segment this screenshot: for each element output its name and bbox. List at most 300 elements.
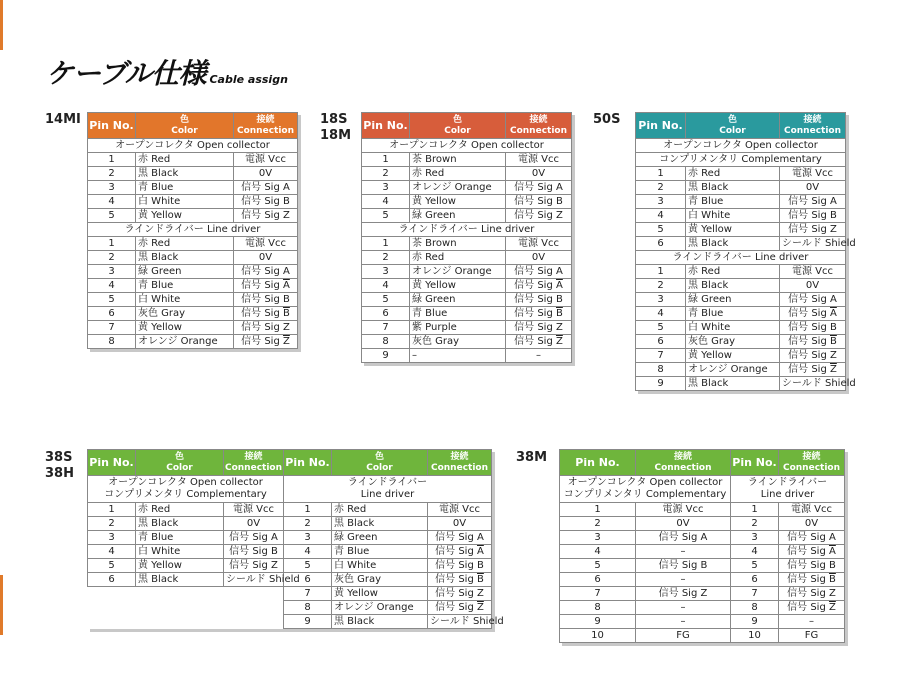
- color-cell: 黄 Yellow: [136, 559, 224, 573]
- connection-cell: 信号 Sig $\overline{B}$: [780, 335, 846, 349]
- color-cell: 青 Blue: [136, 279, 234, 293]
- section-line-driver-en: Line driver: [760, 489, 815, 500]
- color-cell: –: [410, 349, 506, 363]
- connection-cell: –: [636, 601, 731, 615]
- connection-cell: 信号 Sig $\overline{Z}$: [779, 601, 845, 615]
- connection-cell: 信号 Sig A: [636, 531, 731, 545]
- table-row: [560, 545, 845, 559]
- connection-cell: 電源 Vcc: [780, 167, 846, 181]
- pin-cell: 8: [636, 363, 686, 377]
- color-cell: 白 White: [686, 209, 780, 223]
- header-color: 色 Color: [410, 113, 506, 139]
- connection-cell: –: [636, 573, 731, 587]
- table-row: [88, 167, 298, 181]
- pin-cell: 3: [731, 531, 779, 545]
- pin-cell: 3: [88, 531, 136, 545]
- table-row: [636, 279, 846, 293]
- pin-cell: 3: [284, 531, 332, 545]
- connection-cell: 0V: [780, 181, 846, 195]
- connection-cell: 信号 Sig A: [428, 531, 492, 545]
- header-connection-2: 接続 Connection: [779, 450, 845, 476]
- pin-cell: 1: [88, 237, 136, 251]
- connection-cell: 電源 Vcc: [780, 265, 846, 279]
- header-color: 色 Color: [136, 113, 234, 139]
- color-cell: 黒 Black: [686, 377, 780, 391]
- pin-cell: 7: [560, 587, 636, 601]
- pin-cell: 7: [362, 321, 410, 335]
- pin-cell: 1: [362, 153, 410, 167]
- pin-cell: 7: [636, 349, 686, 363]
- table-row: [88, 209, 298, 223]
- table-row: [88, 265, 298, 279]
- connection-cell: 電源 Vcc: [428, 503, 492, 517]
- section-complementary: コンプリメンタリ Complementary: [104, 489, 267, 500]
- pin-cell: 2: [636, 279, 686, 293]
- connection-cell: 信号 Sig $\overline{A}$: [780, 307, 846, 321]
- connection-cell: 信号 Sig $\overline{Z}$: [234, 335, 298, 349]
- table-row: [362, 209, 572, 223]
- pin-cell: 2: [88, 251, 136, 265]
- connection-cell: 信号 Sig Z: [224, 559, 284, 573]
- color-cell: 黄 Yellow: [136, 321, 234, 335]
- color-cell: 茶 Brown: [410, 153, 506, 167]
- empty-area: [88, 587, 284, 629]
- connection-cell: 0V: [224, 517, 284, 531]
- table-row: [636, 307, 846, 321]
- pin-cell: 8: [560, 601, 636, 615]
- color-cell: 青 Blue: [686, 307, 780, 321]
- table-row: [560, 517, 845, 531]
- color-cell: 黒 Black: [686, 279, 780, 293]
- connection-cell: FG: [636, 629, 731, 643]
- pin-cell: 6: [636, 237, 686, 251]
- header-connection: 接続 Connection: [780, 113, 846, 139]
- connection-cell: 信号 Sig Z: [234, 209, 298, 223]
- color-cell: 黒 Black: [136, 167, 234, 181]
- color-cell: 赤 Red: [686, 265, 780, 279]
- table-row: [636, 209, 846, 223]
- title-en: Cable assign: [209, 73, 288, 86]
- connection-cell: 信号 Sig Z: [780, 223, 846, 237]
- pin-cell: 6: [636, 335, 686, 349]
- table-row: [636, 223, 846, 237]
- pin-cell: 4: [731, 545, 779, 559]
- table-row: [88, 153, 298, 167]
- table-row: [362, 279, 572, 293]
- cable-table-38m: [559, 449, 845, 643]
- table-row: [636, 335, 846, 349]
- color-cell: 紫 Purple: [410, 321, 506, 335]
- model-label-14mi: 14MI: [45, 112, 81, 127]
- pin-cell: 5: [636, 321, 686, 335]
- color-cell: 黒 Black: [136, 251, 234, 265]
- color-cell: 白 White: [136, 293, 234, 307]
- connection-cell: 信号 Sig $\overline{B}$: [428, 573, 492, 587]
- pin-cell: 4: [362, 279, 410, 293]
- pin-cell: 9: [362, 349, 410, 363]
- connection-cell: 信号 Sig A: [234, 181, 298, 195]
- color-cell: 黄 Yellow: [410, 279, 506, 293]
- cable-table-50s: [635, 112, 856, 391]
- pin-cell: 6: [88, 307, 136, 321]
- connection-cell: 信号 Sig A: [506, 265, 572, 279]
- connection-cell: 0V: [636, 517, 731, 531]
- section-row: [636, 251, 846, 265]
- color-cell: 白 White: [686, 321, 780, 335]
- color-cell: 赤 Red: [136, 153, 234, 167]
- connection-cell: 0V: [779, 517, 845, 531]
- header-color: 色 Color: [136, 450, 224, 476]
- table-row: [362, 167, 572, 181]
- table-row: [636, 363, 846, 377]
- connection-cell: 信号 Sig A: [224, 531, 284, 545]
- table-row: [362, 335, 572, 349]
- pin-cell: 3: [636, 293, 686, 307]
- table-row: [88, 181, 298, 195]
- table-row: [88, 531, 492, 545]
- table-row: [636, 349, 846, 363]
- table-row: [560, 601, 845, 615]
- section-line-driver: ラインドライバー Line driver: [88, 223, 298, 237]
- color-cell: 黒 Black: [136, 573, 224, 587]
- connection-cell: 信号 Sig A: [780, 293, 846, 307]
- connection-cell: 信号 Sig Z: [779, 587, 845, 601]
- header-pin-2: Pin No.: [284, 450, 332, 476]
- pin-cell: 2: [284, 517, 332, 531]
- color-cell: 黄 Yellow: [410, 195, 506, 209]
- section-line-driver-jp: ラインドライバー: [747, 477, 828, 488]
- table-row: [362, 251, 572, 265]
- pin-cell: 4: [362, 195, 410, 209]
- connection-cell: 信号 Sig Z: [506, 209, 572, 223]
- model-label-18s-18m: 18S 18M: [320, 112, 352, 143]
- section-open-complementary: [88, 476, 284, 503]
- table-row: [88, 237, 298, 251]
- connection-cell: 信号 Sig $\overline{Z}$: [428, 601, 492, 615]
- color-cell: 黄 Yellow: [136, 209, 234, 223]
- pin-cell: 2: [88, 517, 136, 531]
- connection-cell: 信号 Sig $\overline{A}$: [779, 545, 845, 559]
- table-row: [362, 237, 572, 251]
- pin-cell: 1: [636, 265, 686, 279]
- color-cell: 灰色 Gray: [332, 573, 428, 587]
- connection-cell: 信号 Sig B: [234, 293, 298, 307]
- pin-cell: 7: [284, 587, 332, 601]
- header-color-2: 色 Color: [332, 450, 428, 476]
- model-label-38m: 38M: [516, 450, 548, 465]
- pin-cell: 5: [284, 559, 332, 573]
- connection-cell: 信号 Sig $\overline{Z}$: [780, 363, 846, 377]
- section-line-driver-en: Line driver: [360, 489, 415, 500]
- section-row: [88, 139, 298, 153]
- section-open-complementary: [560, 476, 731, 503]
- color-cell: 黒 Black: [136, 517, 224, 531]
- pin-cell: 5: [88, 209, 136, 223]
- connection-cell: 電源 Vcc: [506, 237, 572, 251]
- color-cell: 赤 Red: [686, 167, 780, 181]
- pin-cell: 4: [88, 195, 136, 209]
- connection-cell: 電源 Vcc: [779, 503, 845, 517]
- color-cell: 黒 Black: [332, 517, 428, 531]
- color-cell: 灰色 Gray: [410, 335, 506, 349]
- color-cell: 赤 Red: [136, 503, 224, 517]
- pin-cell: 6: [560, 573, 636, 587]
- table-row: [88, 251, 298, 265]
- section-row: [362, 223, 572, 237]
- pin-cell: 4: [636, 307, 686, 321]
- table-row: [560, 629, 845, 643]
- connection-cell: 0V: [428, 517, 492, 531]
- color-cell: オレンジ Orange: [686, 363, 780, 377]
- table-row: [636, 167, 846, 181]
- section-line-driver: ラインドライバー Line driver: [362, 223, 572, 237]
- connection-cell: 信号 Sig $\overline{B}$: [779, 573, 845, 587]
- color-cell: 灰色 Gray: [686, 335, 780, 349]
- header-connection-2: 接続 Connection: [428, 450, 492, 476]
- connection-cell: 信号 Sig Z: [428, 587, 492, 601]
- connection-cell: 信号 Sig Z: [780, 349, 846, 363]
- color-cell: 黄 Yellow: [332, 587, 428, 601]
- connection-cell: 信号 Sig A: [780, 195, 846, 209]
- pin-cell: 6: [362, 307, 410, 321]
- table-row: [362, 181, 572, 195]
- connection-cell: 信号 Sig A: [779, 531, 845, 545]
- connection-cell: シールド Shield: [780, 237, 846, 251]
- color-cell: 白 White: [136, 195, 234, 209]
- pin-cell: 9: [284, 615, 332, 629]
- pin-cell: 8: [88, 335, 136, 349]
- connection-cell: シールド Shield: [780, 377, 846, 391]
- cable-table-38s-38h: [87, 449, 504, 629]
- connection-cell: 信号 Sig Z: [234, 321, 298, 335]
- pin-cell: 5: [88, 559, 136, 573]
- color-cell: 黄 Yellow: [686, 349, 780, 363]
- pin-cell: 5: [88, 293, 136, 307]
- table-row: [88, 335, 298, 349]
- section-complementary: コンプリメンタリ Complementary: [563, 489, 727, 500]
- pin-cell: 2: [362, 167, 410, 181]
- connection-cell: シールド Shield: [428, 615, 492, 629]
- section-row: [636, 139, 846, 153]
- color-cell: 白 White: [332, 559, 428, 573]
- table-row: [560, 573, 845, 587]
- color-cell: 赤 Red: [136, 237, 234, 251]
- connection-cell: 信号 Sig B: [506, 195, 572, 209]
- connection-cell: 信号 Sig $\overline{A}$: [428, 545, 492, 559]
- connection-cell: 信号 Sig B: [636, 559, 731, 573]
- table-row: [88, 517, 492, 531]
- table-row: [636, 181, 846, 195]
- table-row: [362, 195, 572, 209]
- pin-cell: 2: [731, 517, 779, 531]
- section-complementary: コンプリメンタリ Complementary: [636, 153, 846, 167]
- color-cell: 青 Blue: [136, 181, 234, 195]
- connection-cell: 0V: [780, 279, 846, 293]
- pin-cell: 4: [88, 279, 136, 293]
- connection-cell: 信号 Sig $\overline{A}$: [506, 279, 572, 293]
- pin-cell: 5: [560, 559, 636, 573]
- section-open-collector: オープンコレクタ Open collector: [636, 139, 846, 153]
- table-row: [88, 321, 298, 335]
- color-cell: 赤 Red: [410, 167, 506, 181]
- color-cell: 青 Blue: [136, 531, 224, 545]
- pin-cell: 4: [636, 209, 686, 223]
- color-cell: 黒 Black: [686, 181, 780, 195]
- color-cell: オレンジ Orange: [136, 335, 234, 349]
- section-row: [88, 476, 492, 503]
- color-cell: 茶 Brown: [410, 237, 506, 251]
- color-cell: 緑 Green: [686, 293, 780, 307]
- header-pin-2: Pin No.: [731, 450, 779, 476]
- model-label-50s: 50S: [593, 112, 621, 127]
- connection-cell: –: [636, 545, 731, 559]
- connection-cell: 信号 Sig B: [779, 559, 845, 573]
- header-connection: 接続 Connection: [234, 113, 298, 139]
- color-cell: 緑 Green: [136, 265, 234, 279]
- cable-table-14mi: [87, 112, 298, 349]
- left-edge-mark-top: [0, 0, 3, 50]
- pin-cell: 9: [731, 615, 779, 629]
- connection-cell: 信号 Sig B: [224, 545, 284, 559]
- connection-cell: 信号 Sig Z: [636, 587, 731, 601]
- color-cell: 緑 Green: [332, 531, 428, 545]
- pin-cell: 8: [731, 601, 779, 615]
- pin-cell: 7: [731, 587, 779, 601]
- color-cell: 青 Blue: [686, 195, 780, 209]
- header-pin: Pin No.: [362, 113, 410, 139]
- cable-table-18s-18m: [361, 112, 572, 363]
- connection-cell: 信号 Sig B: [428, 559, 492, 573]
- table-row: [88, 293, 298, 307]
- connection-cell: 0V: [234, 167, 298, 181]
- color-cell: 黒 Black: [686, 237, 780, 251]
- model-label-38s-38h: 38S 38H: [45, 450, 74, 481]
- table-row: [636, 321, 846, 335]
- table-row: [88, 279, 298, 293]
- table-row: [362, 307, 572, 321]
- connection-cell: FG: [779, 629, 845, 643]
- section-open-collector: オープンコレクタ Open collector: [567, 477, 723, 488]
- section-open-collector: オープンコレクタ Open collector: [108, 477, 263, 488]
- table-row: [560, 559, 845, 573]
- section-row: [636, 153, 846, 167]
- section-row: [362, 139, 572, 153]
- pin-cell: 4: [88, 545, 136, 559]
- pin-cell: 1: [731, 503, 779, 517]
- pin-cell: 8: [284, 601, 332, 615]
- connection-cell: シールド Shield: [224, 573, 284, 587]
- pin-cell: 9: [560, 615, 636, 629]
- section-line-driver: [731, 476, 845, 503]
- table-row: [362, 265, 572, 279]
- pin-cell: 1: [560, 503, 636, 517]
- color-cell: 黒 Black: [332, 615, 428, 629]
- pin-cell: 5: [362, 293, 410, 307]
- section-line-driver: ラインドライバー Line driver: [636, 251, 846, 265]
- table-row: [88, 307, 298, 321]
- connection-cell: 0V: [506, 251, 572, 265]
- pin-cell: 3: [636, 195, 686, 209]
- pin-cell: 2: [362, 251, 410, 265]
- connection-cell: 信号 Sig $\overline{Z}$: [506, 335, 572, 349]
- color-cell: 赤 Red: [332, 503, 428, 517]
- section-open-collector: オープンコレクタ Open collector: [362, 139, 572, 153]
- connection-cell: 電源 Vcc: [224, 503, 284, 517]
- table-row: [560, 503, 845, 517]
- pin-cell: 3: [362, 181, 410, 195]
- section-open-collector: オープンコレクタ Open collector: [88, 139, 298, 153]
- table-row: [88, 195, 298, 209]
- header-pin: Pin No.: [560, 450, 636, 476]
- section-row: [560, 476, 845, 503]
- connection-cell: 電源 Vcc: [234, 237, 298, 251]
- section-row: [88, 223, 298, 237]
- left-edge-mark-bottom: [0, 575, 3, 635]
- pin-cell: 10: [560, 629, 636, 643]
- table-row: [560, 587, 845, 601]
- color-cell: 黄 Yellow: [686, 223, 780, 237]
- pin-cell: 3: [88, 181, 136, 195]
- connection-cell: –: [506, 349, 572, 363]
- pin-cell: 9: [636, 377, 686, 391]
- connection-cell: 電源 Vcc: [506, 153, 572, 167]
- color-cell: オレンジ Orange: [410, 181, 506, 195]
- header-color: 色 Color: [686, 113, 780, 139]
- pin-cell: 7: [88, 321, 136, 335]
- pin-cell: 6: [284, 573, 332, 587]
- connection-cell: 信号 Sig Z: [506, 321, 572, 335]
- connection-cell: 信号 Sig A: [234, 265, 298, 279]
- pin-cell: 4: [560, 545, 636, 559]
- title-jp: ケーブル仕様: [46, 57, 206, 90]
- header-connection: 接続 Connection: [224, 450, 284, 476]
- header-pin: Pin No.: [636, 113, 686, 139]
- pin-cell: 2: [636, 181, 686, 195]
- connection-cell: 電源 Vcc: [636, 503, 731, 517]
- connection-cell: 信号 Sig B: [234, 195, 298, 209]
- table-row: [88, 545, 492, 559]
- header-connection: 接続 Connection: [636, 450, 731, 476]
- table-row: [560, 531, 845, 545]
- connection-cell: 信号 Sig B: [506, 293, 572, 307]
- color-cell: 赤 Red: [410, 251, 506, 265]
- section-line-driver: [284, 476, 492, 503]
- pin-cell: 1: [88, 503, 136, 517]
- table-row: [88, 573, 492, 587]
- connection-cell: 信号 Sig $\overline{B}$: [506, 307, 572, 321]
- table-row: [362, 153, 572, 167]
- pin-cell: 4: [284, 545, 332, 559]
- header-pin: Pin No.: [88, 113, 136, 139]
- table-row: [636, 293, 846, 307]
- table-row: [88, 587, 492, 601]
- connection-cell: 信号 Sig B: [780, 321, 846, 335]
- pin-cell: 1: [636, 167, 686, 181]
- header-connection: 接続 Connection: [506, 113, 572, 139]
- page-title: [46, 52, 288, 92]
- pin-cell: 3: [362, 265, 410, 279]
- connection-cell: 信号 Sig $\overline{A}$: [234, 279, 298, 293]
- color-cell: 青 Blue: [332, 545, 428, 559]
- pin-cell: 1: [284, 503, 332, 517]
- table-row: [362, 321, 572, 335]
- table-row: [88, 559, 492, 573]
- color-cell: 緑 Green: [410, 209, 506, 223]
- pin-cell: 5: [636, 223, 686, 237]
- color-cell: オレンジ Orange: [332, 601, 428, 615]
- pin-cell: 8: [362, 335, 410, 349]
- table-row: [636, 237, 846, 251]
